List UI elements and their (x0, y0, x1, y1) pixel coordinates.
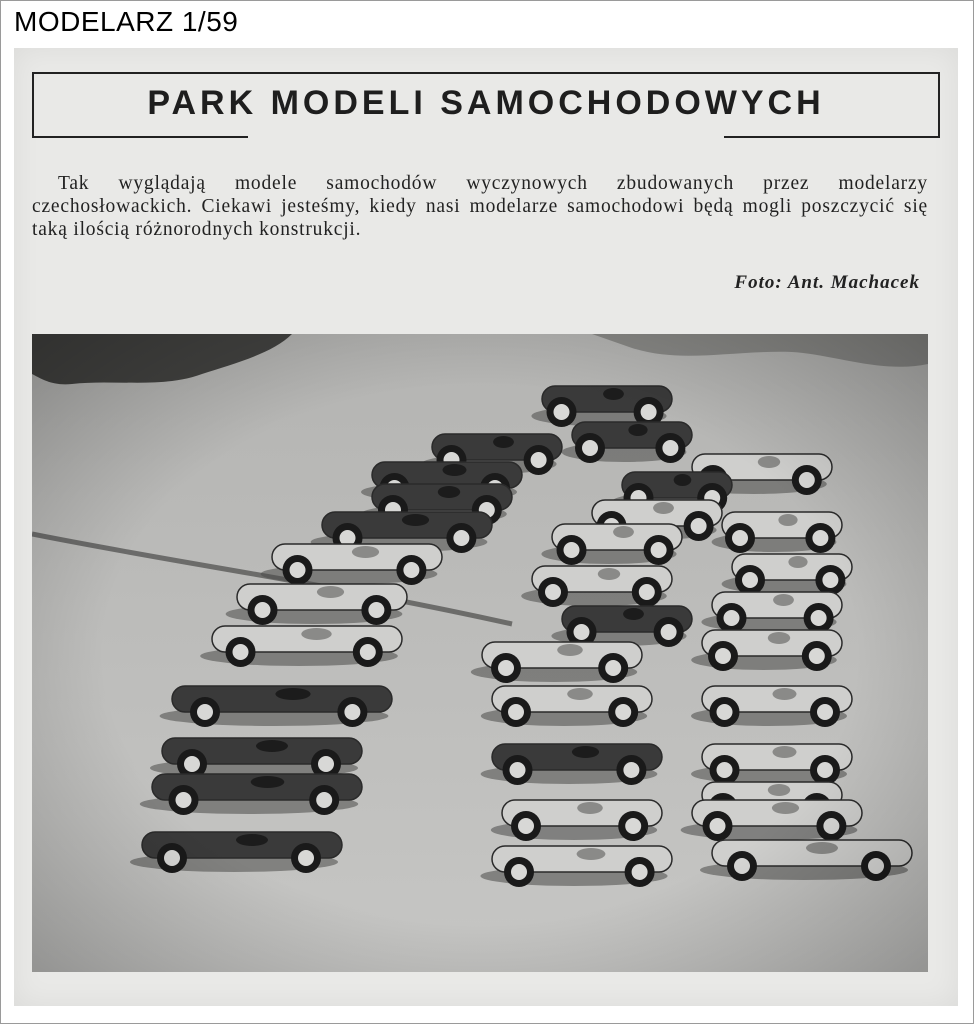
article-title: PARK MODELI SAMOCHODOWYCH (147, 84, 825, 122)
issue-label: MODELARZ 1/59 (14, 6, 239, 37)
photo-credit: Foto: Ant. Machacek (734, 272, 920, 293)
photo-model-cars (32, 334, 928, 972)
magazine-clipping (14, 48, 958, 1006)
title-border-bottom-left (32, 136, 248, 138)
photo-illustration (32, 334, 928, 972)
vignette (32, 334, 928, 972)
title-border-bottom-right (724, 136, 940, 138)
title-border-top (32, 72, 940, 74)
title-box (32, 72, 940, 138)
article-caption: Tak wyglądają modele samochodów wyczynowych zbudowanych przez modelarzy czechosłowackich. Ciekawi jesteśmy, kiedy nasi modelarze samochodowi będą mogli poszczycić się taką ilością różnorodnych konstrukcji. (32, 173, 928, 240)
